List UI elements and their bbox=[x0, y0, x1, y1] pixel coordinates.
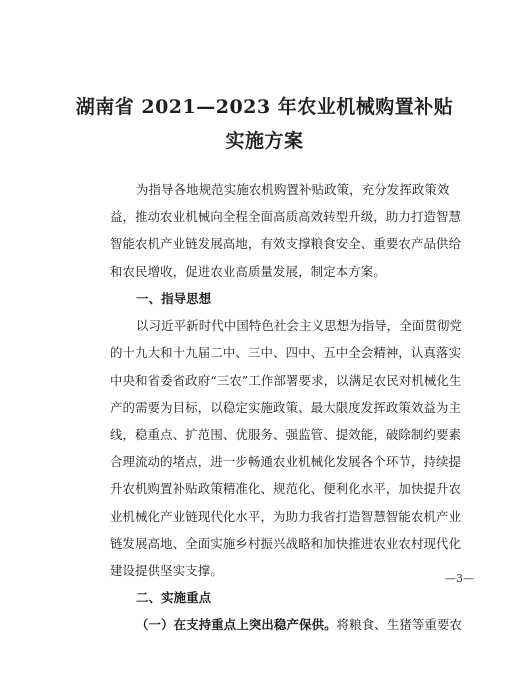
section2-subheading: （一）在支持重点上突出稳产保供。 bbox=[136, 617, 337, 633]
text-line: 以习近平新时代中国特色社会主义思想为指导，全面贯彻党 bbox=[136, 318, 463, 334]
text-line: 业机械化产业链现代化水平，为助力我省打造智慧智能农机产业 bbox=[110, 508, 462, 524]
text-line: 智能农机产业链发展高地，有效支撑粮食安全、重要农产品供给 bbox=[110, 236, 462, 252]
text-line bbox=[110, 611, 478, 638]
section1 bbox=[110, 285, 478, 639]
intro-paragraph bbox=[110, 176, 478, 285]
text-line: 链发展高地、全面实施乡村振兴战略和加快推进农业农村现代化 bbox=[110, 535, 462, 551]
text-line: 合理流动的堵点，进一步畅通农业机械化发展各个环节，持续提 bbox=[110, 454, 462, 470]
text-line: 中央和省委省政府“三农”工作部署要求，以满足农民对机械化生 bbox=[110, 372, 462, 388]
text-line: 升农机购置补贴政策精准化、规范化、便利化水平，加快提升农 bbox=[110, 481, 462, 497]
section2-text: 将粮食、生猪等重要农 bbox=[336, 617, 463, 633]
text-line: 线，稳重点、扩范围、优服务、强监管、提效能，破除制约要素 bbox=[110, 427, 462, 443]
document-title-line1: 湖南省 2021—2023 年农业机械购置补贴 bbox=[75, 96, 454, 118]
text-line: 产的需要为目标，以稳定实施政策、最大限度发挥政策效益为主 bbox=[110, 399, 462, 415]
section2-heading: 二、实施重点 bbox=[136, 590, 212, 606]
text-line: 和农民增收，促进农业高质量发展，制定本方案。 bbox=[110, 263, 386, 279]
text-line: 建设提供坚实支撑。 bbox=[110, 563, 223, 579]
document-title-line2: 实施方案 bbox=[225, 130, 304, 152]
text-line: 为指导各地规范实施农机购置补贴政策，充分发挥政策效 bbox=[136, 182, 450, 197]
page-number: —3— bbox=[445, 572, 474, 585]
text-line: 益，推动农业机械向全程全面高质高效转型升级，助力打造智慧 bbox=[110, 209, 462, 225]
text-line: 的十九大和十九届二中、三中、四中、五中全会精神，认真落实 bbox=[110, 345, 462, 361]
section1-heading: 一、指导思想 bbox=[136, 291, 212, 306]
